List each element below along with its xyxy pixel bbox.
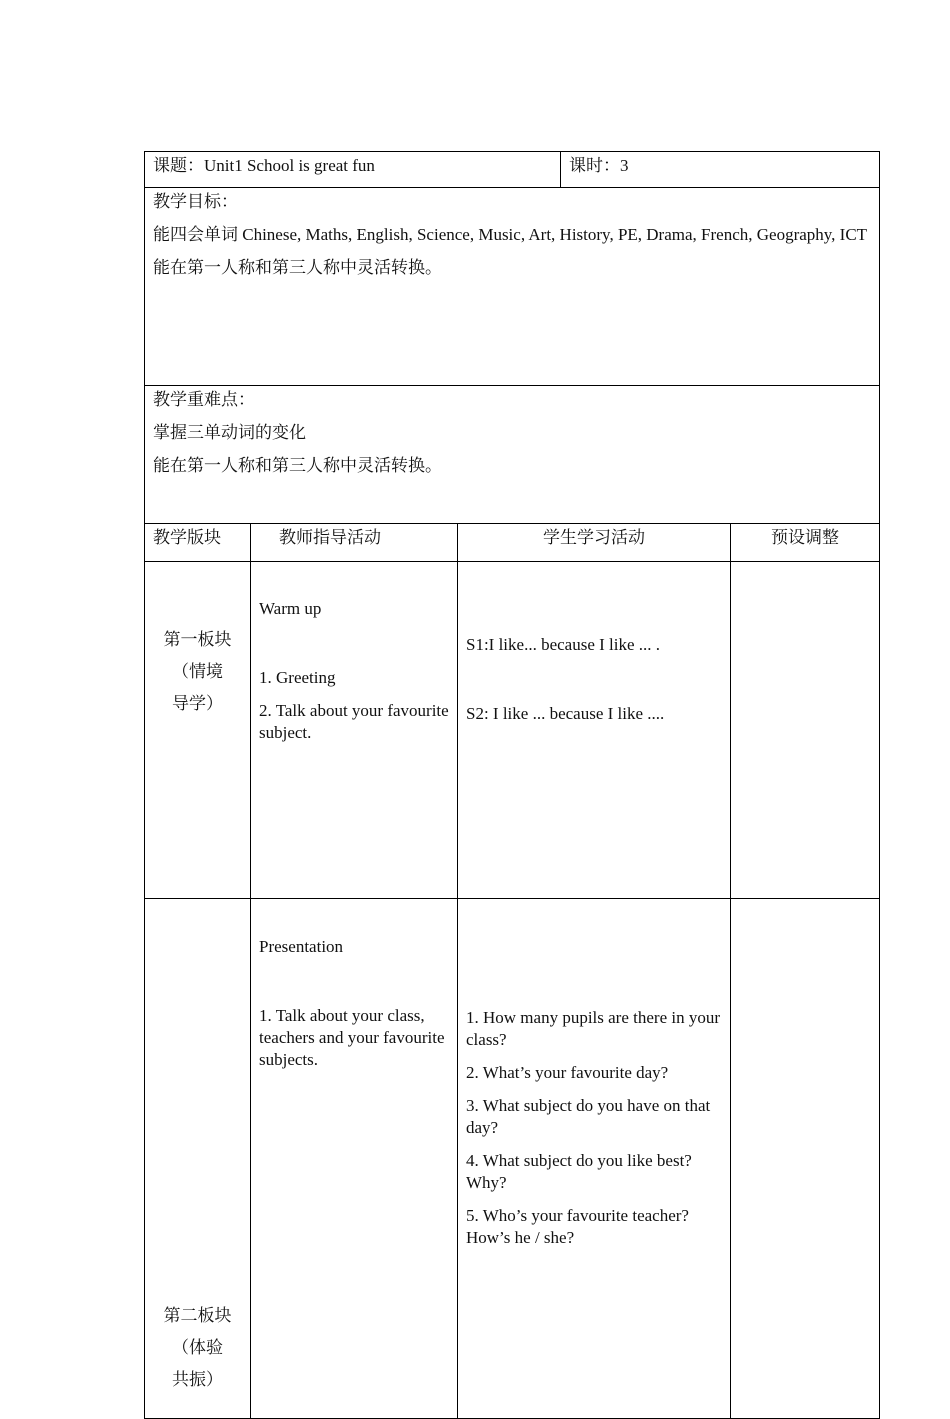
key-points-cell — [145, 386, 880, 524]
teacher-activity-title: Warm up — [259, 599, 322, 618]
student-activity-line: 4. What subject do you like best? Why? — [466, 1151, 692, 1192]
teacher-activity-cell — [251, 899, 458, 1419]
key-points-row — [145, 386, 880, 524]
section-label-line: （体验 — [172, 1338, 223, 1357]
teacher-activity-item: 2. Talk about your favourite subject. — [259, 701, 449, 742]
objectives-line: 能在第一人称和第三人称中灵活转换。 — [153, 258, 442, 277]
objectives-cell — [145, 188, 880, 386]
teacher-activity-cell — [251, 562, 458, 899]
title-row — [145, 152, 880, 188]
section-label-cell — [145, 562, 251, 899]
student-activity-line: S2: I like ... because I like .... — [466, 704, 665, 723]
teacher-activity-title: Presentation — [259, 937, 344, 956]
student-activity-line: 5. Who’s your favourite teacher? How’s he / she? — [466, 1206, 689, 1247]
teacher-activity-item: 1. Talk about your class, teachers and your favourite subjects. — [259, 1006, 445, 1069]
student-activity-cell — [458, 562, 731, 899]
objectives-line: 能四会单词 Chinese, Maths, English, Science, Music, Art, History, PE, Drama, French, Geography, ICT — [153, 225, 868, 244]
section-label-cell — [145, 899, 251, 1419]
column-header-student: 学生学习活动 — [458, 524, 731, 562]
period-cell: 课时：3 — [561, 152, 880, 188]
section-label-line: 导学） — [172, 694, 223, 713]
adjust-cell — [731, 899, 880, 1419]
student-activity-line: S1:I like... because I like ... . — [466, 635, 661, 654]
column-header-section: 教学版块 — [145, 524, 251, 562]
topic-cell: 课题：Unit1 School is great fun — [145, 152, 561, 188]
key-points-line: 能在第一人称和第三人称中灵活转换。 — [153, 456, 442, 475]
block-row — [145, 562, 880, 899]
teacher-activity-item: 1. Greeting — [259, 668, 336, 687]
student-activity-line: 3. What subject do you have on that day? — [466, 1096, 711, 1137]
student-activity-cell — [458, 899, 731, 1419]
objectives-label: 教学目标： — [153, 192, 238, 211]
key-points-label: 教学重难点： — [153, 390, 255, 409]
section-label-line: （情境 — [172, 662, 223, 681]
column-header-teacher: 教师指导活动 — [251, 524, 458, 562]
student-activity-line: 2. What’s your favourite day? — [466, 1063, 669, 1082]
lesson-plan-table — [144, 151, 880, 1419]
column-header-adjust: 预设调整 — [731, 524, 880, 562]
adjust-cell — [731, 562, 880, 899]
section-label-line: 共振） — [172, 1370, 223, 1389]
column-header-row — [145, 524, 880, 562]
key-points-line: 掌握三单动词的变化 — [153, 423, 306, 442]
block-row — [145, 899, 880, 1419]
section-label-line: 第一板块 — [163, 630, 232, 649]
student-activity-line: 1. How many pupils are there in your class? — [466, 1008, 720, 1049]
objectives-row — [145, 188, 880, 386]
section-label-line: 第二板块 — [163, 1306, 232, 1325]
